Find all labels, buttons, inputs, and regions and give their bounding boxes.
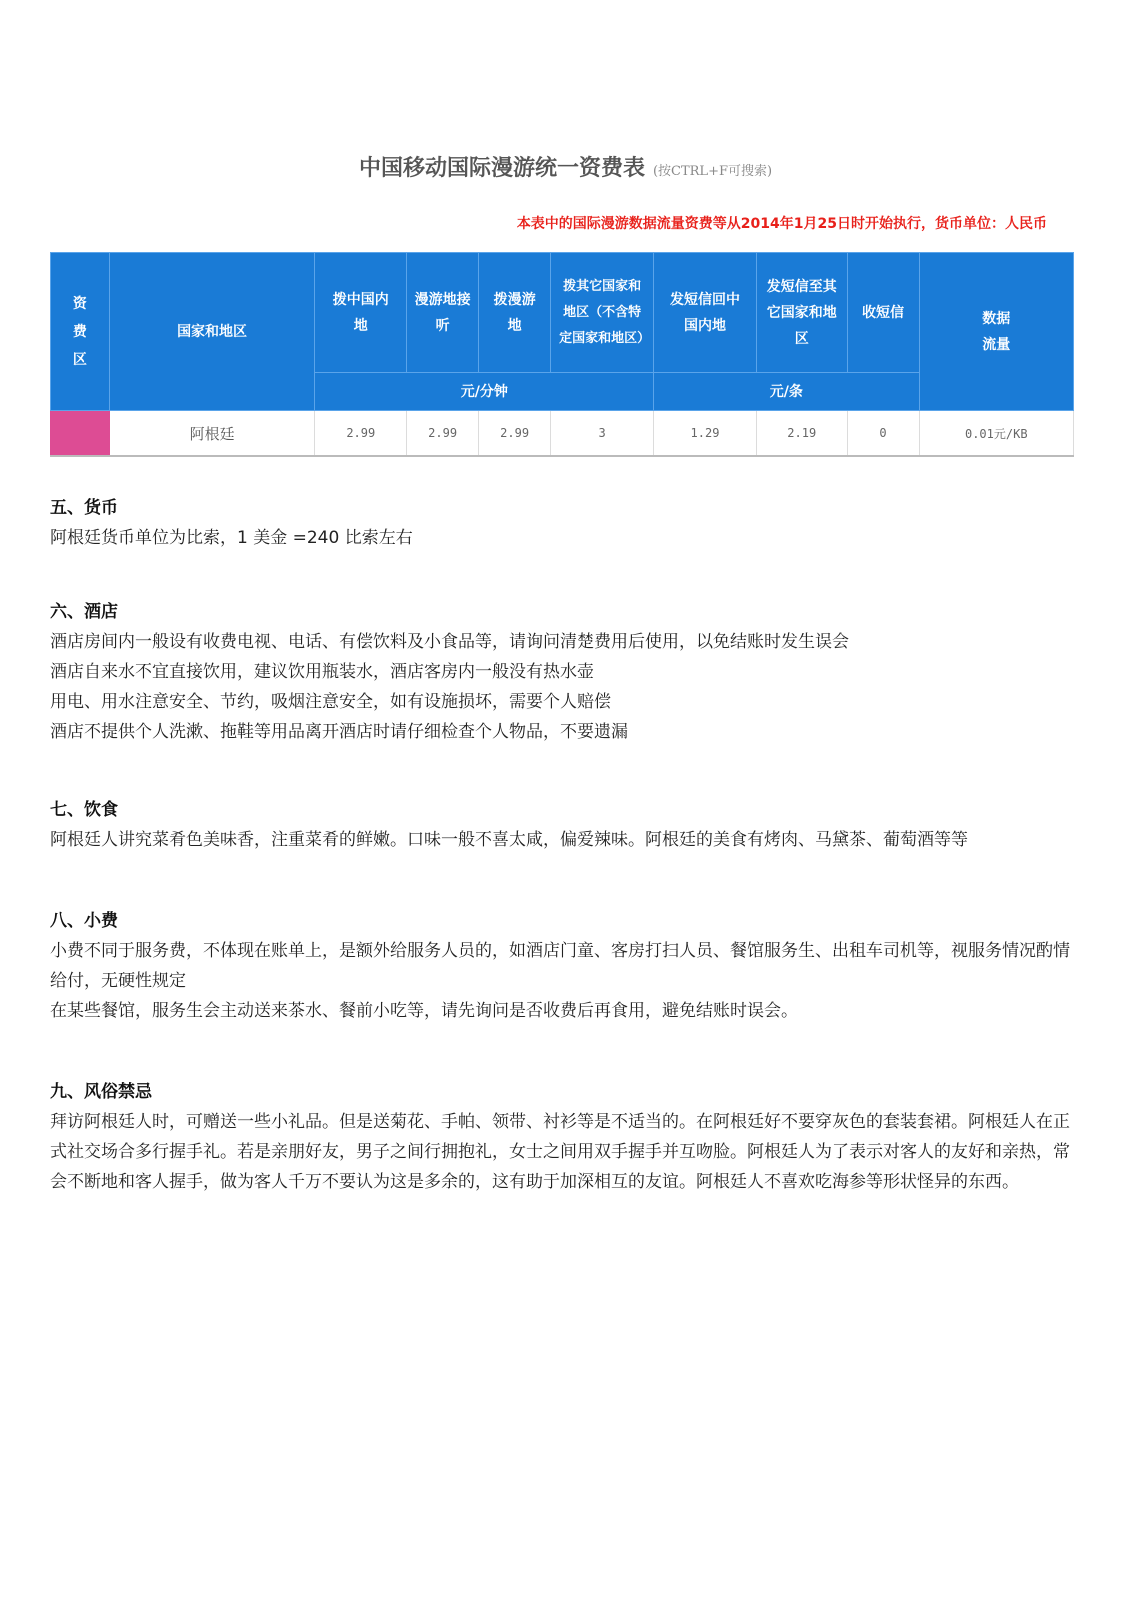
section-line: 在某些餐馆，服务生会主动送来茶水、餐前小吃等，请先询问是否收费后再食用，避免结账时误会。 [50, 1001, 798, 1021]
rate-table-title [0, 151, 1131, 182]
section-customs [50, 1077, 1082, 1197]
header-zone: 资费区 [51, 253, 110, 411]
section-food [50, 795, 1082, 855]
header-data: 数据流量 [919, 253, 1073, 411]
section-line: 阿根廷货币单位为比索，1 美金 =240 比索左右 [50, 528, 413, 548]
cell-sms-receive: 0 [847, 411, 919, 457]
rate-table-hint: (按CTRL+F可搜索) [652, 164, 773, 179]
section-line: 阿根廷人讲究菜肴色美味香，注重菜肴的鲜嫩。口味一般不喜太咸，偏爱辣味。阿根廷的美食有烤肉、马黛茶、葡萄酒等等 [50, 830, 968, 850]
cell-call-local: 2.99 [479, 411, 551, 457]
cell-roam-receive: 2.99 [407, 411, 479, 457]
zone-color-swatch [51, 411, 110, 457]
header-unit-minute: 元/分钟 [315, 373, 654, 411]
section-tips [50, 906, 1082, 1026]
rate-table-title-text: 中国移动国际漫游统一资费表 [358, 155, 645, 181]
section-line: 酒店房间内一般设有收费电视、电话、有偿饮料及小食品等，请询问清楚费用后使用，以免结账时发生误会 [50, 632, 849, 652]
section-line: 小费不同于服务费，不体现在账单上，是额外给服务人员的，如酒店门童、客房打扫人员、餐馆服务生、出租车司机等，视服务情况酌情给付，无硬性规定 [50, 941, 1070, 991]
section-line: 酒店不提供个人洗漱、拖鞋等用品离开酒店时请仔细检查个人物品，不要遗漏 [50, 722, 628, 742]
header-call-local: 拨漫游地 [479, 253, 551, 373]
rate-table-note: 本表中的国际漫游数据流量资费等从2014年1月25日时开始执行，货币单位：人民币 [516, 216, 1047, 232]
section-line: 拜访阿根廷人时，可赠送一些小礼品。但是送菊花、手帕、领带、衬衫等是不适当的。在阿根廷好不要穿灰色的套装套裙。阿根廷人在正式社交场合多行握手礼。若是亲朋好友，男子之间行拥抱礼，女士之间用双手握手并互吻脸。阿根廷人为了表示对客人的友好和亲热，常会不断地和客人握手，做为客人千万不要认为这是多余的，这有助于加深相互的友谊。阿根廷人不喜欢吃海参等形状怪异的东西。 [50, 1112, 1070, 1192]
header-country: 国家和地区 [109, 253, 315, 411]
section-line: 酒店自来水不宜直接饮用，建议饮用瓶装水，酒店客房内一般没有热水壶 [50, 662, 594, 682]
header-sms-receive: 收短信 [847, 253, 919, 373]
section-line: 用电、用水注意安全、节约，吸烟注意安全，如有设施损坏，需要个人赔偿 [50, 692, 611, 712]
table-row [51, 411, 1074, 457]
cell-sms-other: 2.19 [756, 411, 847, 457]
section-heading: 六、酒店 [50, 602, 118, 622]
header-call-china: 拨中国内地 [315, 253, 407, 373]
header-call-other: 拨其它国家和地区（不含特定国家和地区） [551, 253, 654, 373]
header-unit-sms: 元/条 [654, 373, 920, 411]
section-currency [50, 493, 1082, 553]
cell-sms-china: 1.29 [654, 411, 757, 457]
header-sms-china: 发短信回中国内地 [654, 253, 757, 373]
section-heading: 八、小费 [50, 911, 118, 931]
cell-call-other: 3 [551, 411, 654, 457]
section-heading: 七、饮食 [50, 800, 118, 820]
section-heading: 五、货币 [50, 498, 118, 518]
header-sms-other: 发短信至其它国家和地区 [756, 253, 847, 373]
cell-data: 0.01元/KB [919, 411, 1073, 457]
roaming-rate-table [50, 252, 1074, 457]
section-hotel [50, 597, 1082, 747]
cell-call-china: 2.99 [315, 411, 407, 457]
cell-country: 阿根廷 [109, 411, 315, 457]
section-heading: 九、风俗禁忌 [50, 1082, 152, 1102]
header-roam-receive: 漫游地接听 [407, 253, 479, 373]
